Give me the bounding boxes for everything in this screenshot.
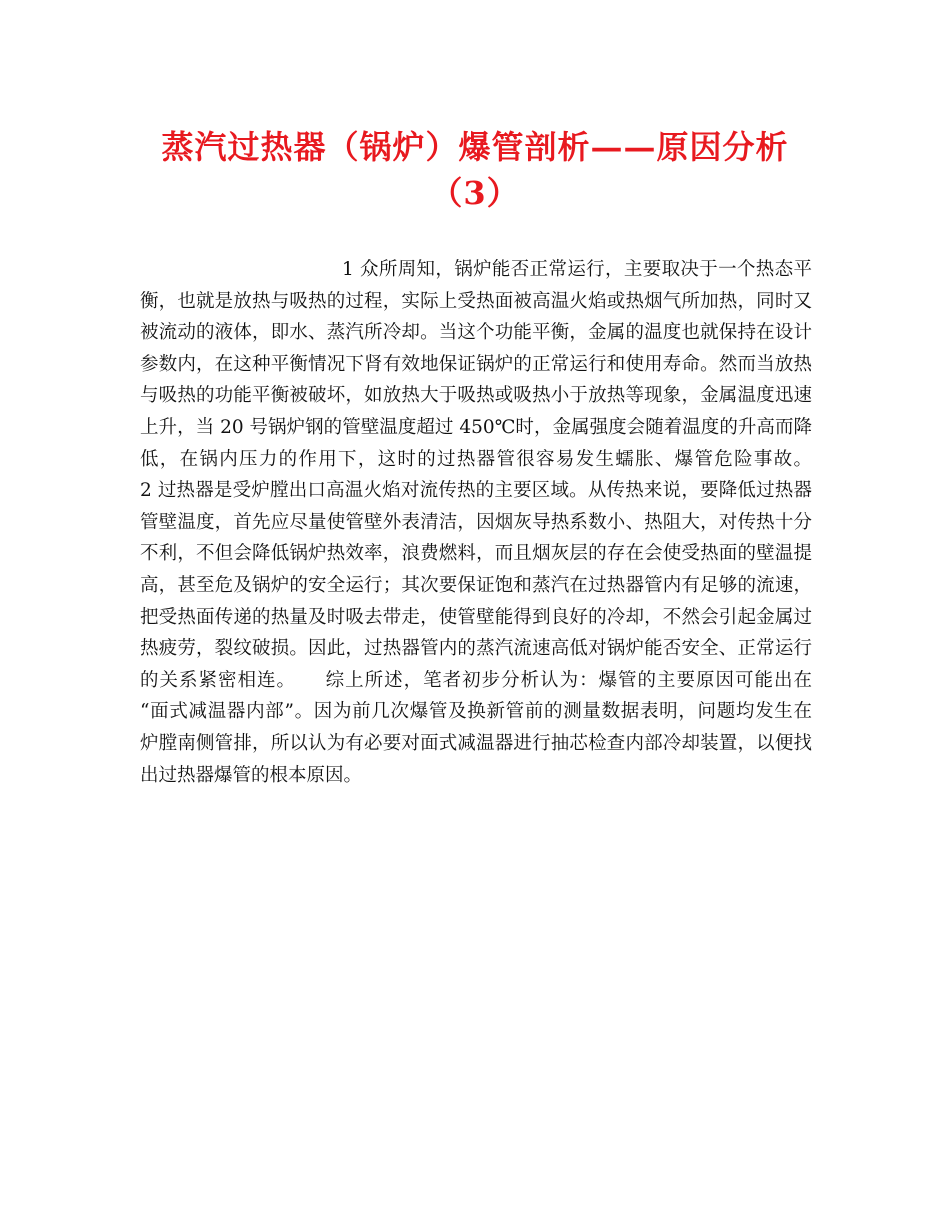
body-line: 上升，当 20 号锅炉钢的管壁温度超过 450℃时，金属强度会随着温度的升高而降 — [140, 416, 812, 438]
body-line: 高，甚至危及锅炉的安全运行；其次要保证饱和蒸汽在过热器管内有足够的流速， — [140, 574, 812, 596]
body-line: 的关系紧密相连。 综上所述，笔者初步分析认为：爆管的主要原因可能出在 — [140, 669, 812, 691]
body-line: 参数内，在这种平衡情况下肾有效地保证锅炉的正常运行和使用寿命。然而当放热 — [140, 353, 812, 375]
body-line: 衡，也就是放热与吸热的过程，实际上受热面被高温火焰或热烟气所加热，同时又 — [140, 290, 812, 312]
body-line: 与吸热的功能平衡被破坏，如放热大于吸热或吸热小于放热等现象，金属温度迅速 — [140, 385, 812, 407]
body-line: 管壁温度，首先应尽量使管壁外表清洁，因烟灰导热系数小、热阻大，对传热十分 — [140, 511, 812, 533]
body-line: 不利，不但会降低锅炉热效率，浪费燃料，而且烟灰层的存在会使受热面的壁温提 — [140, 543, 812, 565]
body-line: 1 众所周知，锅炉能否正常运行，主要取决于一个热态平 — [342, 259, 812, 280]
body-line: 低，在锅内压力的作用下，这时的过热器管很容易发生蠕胀、爆管危险事故。 — [140, 448, 812, 470]
title-line: （3） — [430, 174, 520, 212]
body-line: 2 过热器是受炉膛出口高温火焰对流传热的主要区域。从传热来说，要降低过热器 — [140, 480, 812, 502]
body-line: 把受热面传递的热量及时吸去带走，使管壁能得到良好的冷却，不然会引起金属过 — [140, 606, 812, 628]
document-title — [130, 124, 820, 216]
body-line: “面式减温器内部”。因为前几次爆管及换新管前的测量数据表明，问题均发生在 — [140, 701, 812, 723]
body-line: 出过热器爆管的根本原因。 — [140, 764, 363, 786]
body-line: 炉膛南侧管排，所以认为有必要对面式减温器进行抽芯检查内部冷却装置，以便找 — [140, 732, 812, 754]
body-line: 被流动的液体，即水、蒸汽所冷却。当这个功能平衡，金属的温度也就保持在设计 — [140, 322, 812, 344]
document-body — [140, 254, 812, 791]
title-line: 蒸汽过热器（锅炉）爆管剖析——原因分析 — [161, 128, 789, 166]
body-line: 热疲劳，裂纹破损。因此，过热器管内的蒸汽流速高低对锅炉能否安全、正常运行 — [140, 638, 812, 660]
